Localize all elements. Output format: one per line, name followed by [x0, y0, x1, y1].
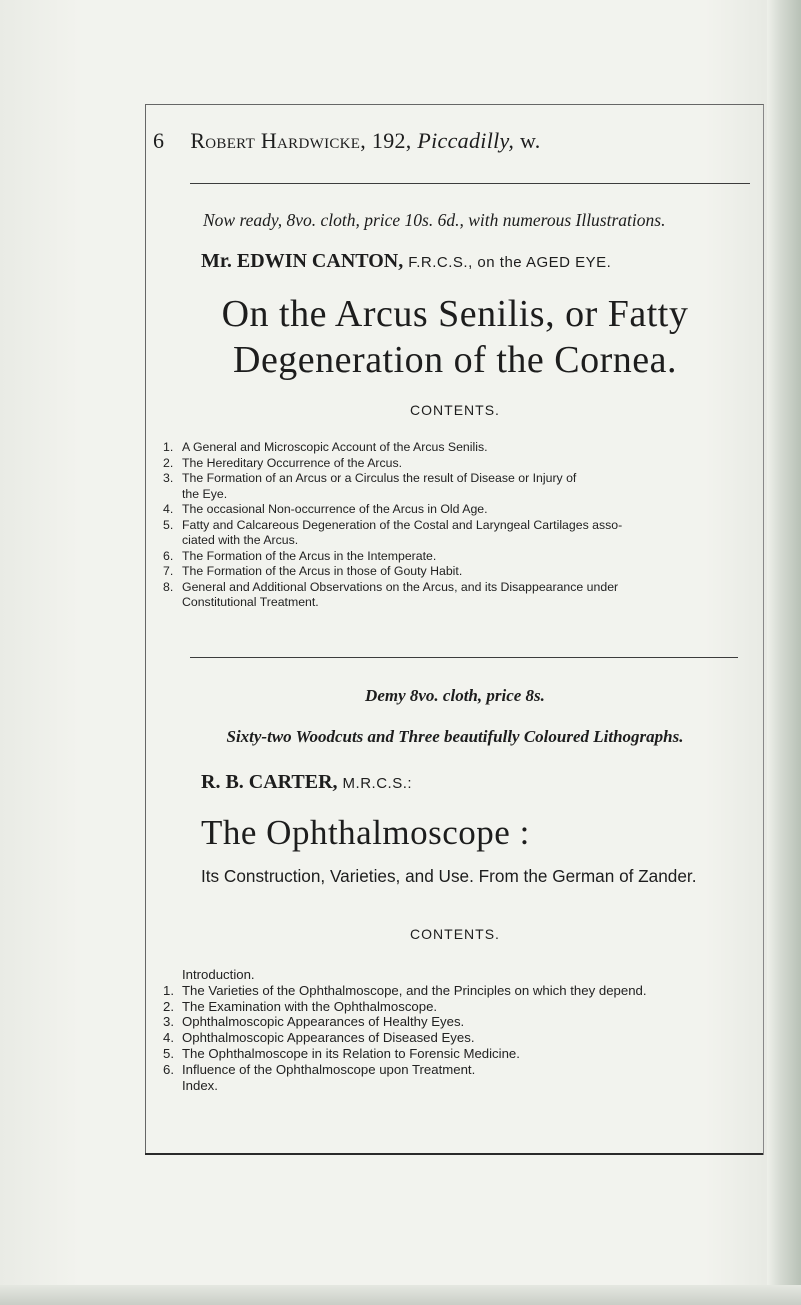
- page-bottom-edge: [0, 1285, 801, 1305]
- item-text: Index.: [182, 1077, 218, 1093]
- section-divider-rule: [190, 657, 738, 658]
- item-number: 3.: [163, 471, 174, 485]
- list-item: [163, 1030, 753, 1046]
- book1-author-name: Mr. EDWIN CANTON,: [201, 250, 404, 272]
- item-text: Introduction.: [182, 967, 255, 982]
- item-text: The Ophthalmoscope in its Relation to Forensic Medicine.: [182, 1045, 520, 1061]
- item-number: 2.: [163, 998, 174, 1014]
- item-text-continued: ciated with the Arcus.: [182, 533, 299, 547]
- item-text-continued: the Eye.: [182, 486, 228, 501]
- list-item-index: [163, 1078, 753, 1094]
- list-item: [163, 999, 753, 1015]
- page-edge-shadow: [767, 0, 801, 1305]
- book2-title: The Ophthalmoscope :: [201, 813, 530, 852]
- item-number: 7.: [163, 564, 174, 578]
- book1-author-credentials: F.R.C.S., on the AGED EYE.: [408, 254, 612, 271]
- item-text: General and Additional Observations on the Arcus, and its Disappearance under: [182, 579, 619, 594]
- item-number: 1.: [163, 440, 174, 454]
- list-item: [163, 564, 753, 580]
- item-number: 6.: [163, 548, 174, 563]
- item-number: 6.: [163, 1061, 174, 1077]
- item-text: The Formation of an Arcus or a Circulus the result of Disease or Injury of: [182, 471, 577, 485]
- item-number: 1.: [163, 982, 174, 998]
- book1-title-line2: Degeneration of the Cornea.: [233, 339, 677, 381]
- book2-author: [201, 771, 761, 794]
- book1-author: [201, 250, 761, 273]
- list-item: [163, 471, 753, 502]
- item-number: 4.: [163, 1030, 174, 1046]
- book2-description: Its Construction, Varieties, and Use. From the German of Zander.: [201, 866, 697, 886]
- list-item: [163, 456, 753, 472]
- list-item: [163, 983, 753, 999]
- list-item-introduction: [163, 967, 753, 983]
- item-text: Influence of the Ophthalmoscope upon Treatment.: [182, 1061, 476, 1077]
- item-number: 8.: [163, 579, 174, 594]
- item-text: The Hereditary Occurrence of the Arcus.: [182, 455, 403, 470]
- book2-contents-heading: CONTENTS.: [410, 926, 500, 942]
- list-item: [163, 440, 753, 456]
- book2-format: Demy 8vo. cloth, price 8s.: [365, 686, 545, 705]
- list-item: [163, 1062, 753, 1078]
- list-item: [163, 502, 753, 518]
- item-text: The Formation of the Arcus in those of Gouty Habit.: [182, 564, 463, 578]
- book1-contents-heading: CONTENTS.: [410, 402, 500, 418]
- item-number: 3.: [163, 1014, 174, 1030]
- item-number: 5.: [163, 1045, 174, 1061]
- item-text: Fatty and Calcareous Degeneration of the Costal and Laryngeal Cartilages asso-: [182, 517, 623, 532]
- book2-illustrations: Sixty-two Woodcuts and Three beautifully Coloured Lithographs.: [226, 727, 684, 746]
- item-text: The Formation of the Arcus in the Intemperate.: [182, 548, 437, 563]
- head-rule: [190, 183, 750, 184]
- page-number: 6: [153, 128, 165, 153]
- book1-notice: Now ready, 8vo. cloth, price 10s. 6d., with numerous Illustrations.: [203, 210, 666, 230]
- book2-author-credentials: M.R.C.S.:: [342, 775, 413, 792]
- list-item: [163, 1046, 753, 1062]
- item-text: Ophthalmoscopic Appearances of Healthy Eyes.: [182, 1014, 465, 1030]
- bottom-rule: [145, 1153, 763, 1155]
- list-item: [163, 580, 753, 611]
- book1-contents-list: [163, 440, 753, 611]
- item-number: 2.: [163, 455, 174, 470]
- book2-contents-list: [163, 967, 753, 1093]
- publisher-district: w.: [520, 128, 541, 153]
- publisher-name: Robert Hardwicke,: [190, 128, 367, 153]
- list-item: [163, 549, 753, 565]
- item-text: A General and Microscopic Account of the Arcus Senilis.: [182, 440, 488, 454]
- item-text: The Examination with the Ophthalmoscope.: [182, 998, 438, 1014]
- publisher-street: Piccadilly,: [417, 128, 515, 153]
- book1-title-line1: On the Arcus Senilis, or Fatty: [221, 293, 689, 335]
- item-number: 4.: [163, 502, 174, 516]
- running-head: [153, 128, 753, 154]
- item-number: 5.: [163, 517, 174, 532]
- list-item: [163, 1014, 753, 1030]
- item-text: The Varieties of the Ophthalmoscope, and the Principles on which they depend.: [182, 982, 647, 998]
- item-text: Ophthalmoscopic Appearances of Diseased Eyes.: [182, 1030, 475, 1046]
- publisher-address: 192,: [371, 128, 412, 153]
- item-text-continued: Constitutional Treatment.: [182, 595, 319, 609]
- book2-author-name: R. B. CARTER,: [201, 771, 338, 793]
- item-text: The occasional Non-occurrence of the Arcus in Old Age.: [182, 502, 488, 516]
- list-item: [163, 518, 753, 549]
